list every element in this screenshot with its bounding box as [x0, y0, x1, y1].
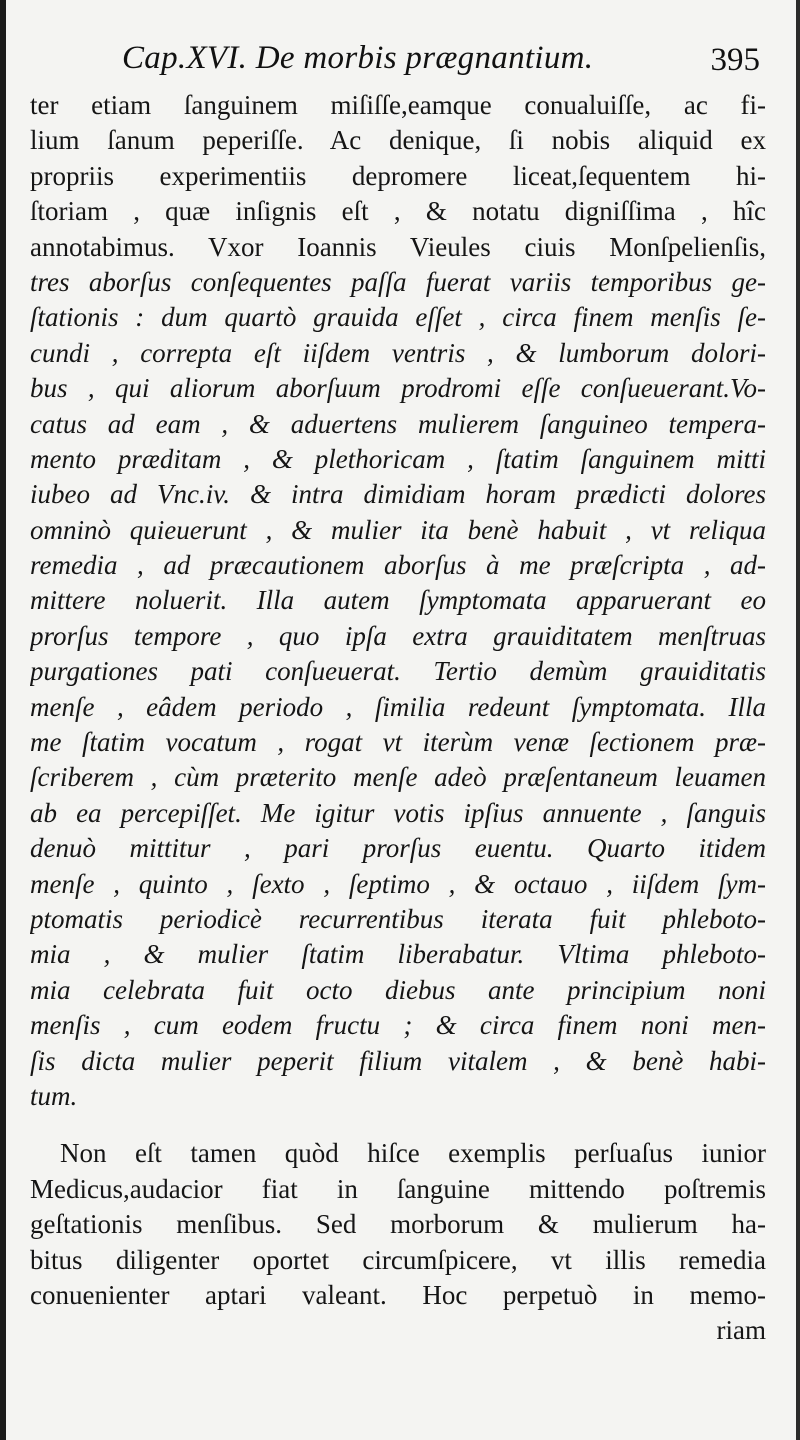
text-line: tum.: [30, 1080, 78, 1111]
text-line: ſtationis : dum quartò grauida eſſet , circa finem menſis ſe-: [30, 302, 766, 333]
text-line: Medicus,audacior fiat in ſanguine mittendo poſtremis: [30, 1173, 766, 1204]
text-line: ab ea percepiſſet. Me igitur votis ipſius annuente , ſanguis: [30, 797, 766, 828]
text-line: prorſus tempore , quo ipſa extra grauiditatem menſtruas: [30, 620, 766, 651]
text-line: tres aborſus conſequentes paſſa fuerat variis temporibus ge-: [30, 266, 766, 297]
text-line: me ſtatim vocatum , rogat vt iterùm venæ ſectionem præ-: [30, 727, 766, 758]
text-line: bitus diligenter oportet circumſpicere, vt illis remedia: [30, 1244, 766, 1275]
paragraph-1: [30, 88, 766, 1114]
text-line: mittere noluerit. Illa autem ſymptomata apparuerant eo: [30, 585, 766, 616]
text-line: ſtoriam , quæ inſignis eſt , & notatu digniſſima , hîc: [30, 196, 766, 227]
text-line: propriis experimentiis depromere liceat,ſequentem hi-: [30, 160, 766, 191]
text-line: lium ſanum peperiſſe. Ac denique, ſi nobis aliquid ex: [30, 125, 766, 156]
running-head: Cap.XVI. De morbis prægnantium.: [122, 40, 594, 76]
page-header: [30, 40, 766, 88]
text-line: mento præditam , & plethoricam , ſtatim ſanguinem mitti: [30, 443, 766, 474]
paragraph-gap: [30, 1114, 766, 1136]
text-line: omninò quieuerunt , & mulier ita benè habuit , vt reliqua: [30, 514, 766, 545]
text-line: bus , qui aliorum aborſuum prodromi eſſe conſueuerant.Vo-: [30, 373, 766, 404]
paragraph-2: [30, 1136, 766, 1348]
text-line: catus ad eam , & aduertens mulierem ſanguineo tempera-: [30, 408, 766, 439]
text-line: ſcriberem , cùm præterito menſe adeò præſentaneum leuamen: [30, 762, 766, 793]
text-line: annotabimus. Vxor Ioannis Vieules ciuis Monſpelienſis,: [30, 231, 766, 262]
text-line: mia celebrata fuit octo diebus ante principium noni: [30, 974, 766, 1005]
text-line: ſis dicta mulier peperit filium vitalem , & benè habi-: [30, 1045, 766, 1076]
text-line: menſe , eâdem periodo , ſimilia redeunt ſymptomata. Illa: [30, 691, 766, 722]
text-line: mia , & mulier ſtatim liberabatur. Vltima phleboto-: [30, 939, 766, 970]
text-line: riam: [716, 1315, 766, 1346]
text-line: ptomatis periodicè recurrentibus iterata fuit phleboto-: [30, 903, 766, 934]
text-line: Non eſt tamen quòd hiſce exemplis perſuaſus iunior: [60, 1138, 766, 1169]
text-line: denuò mittitur , pari prorſus euentu. Quarto itidem: [30, 833, 766, 864]
text-line: ter etiam ſanguinem miſiſſe,eamque conualuiſſe, ac fi-: [30, 90, 766, 120]
text-line: conuenienter aptari valeant. Hoc perpetuò in memo-: [30, 1279, 766, 1310]
text-line: menſis , cum eodem fructu ; & circa finem noni men-: [30, 1010, 766, 1041]
text-line: menſe , quinto , ſexto , ſeptimo , & octauo , iiſdem ſym-: [30, 868, 766, 899]
text-line: purgationes pati conſueuerat. Tertio demùm grauiditatis: [30, 656, 766, 687]
text-line: iubeo ad Vnc.iv. & intra dimidiam horam prædicti dolores: [30, 479, 766, 510]
text-line: geſtationis menſibus. Sed morborum & mulierum ha-: [30, 1209, 766, 1240]
page-number: 395: [710, 42, 760, 78]
text-line: cundi , correpta eſt iiſdem ventris , & lumborum dolori-: [30, 337, 766, 368]
text-line: remedia , ad præcautionem aborſus à me præſcripta , ad-: [30, 550, 766, 581]
